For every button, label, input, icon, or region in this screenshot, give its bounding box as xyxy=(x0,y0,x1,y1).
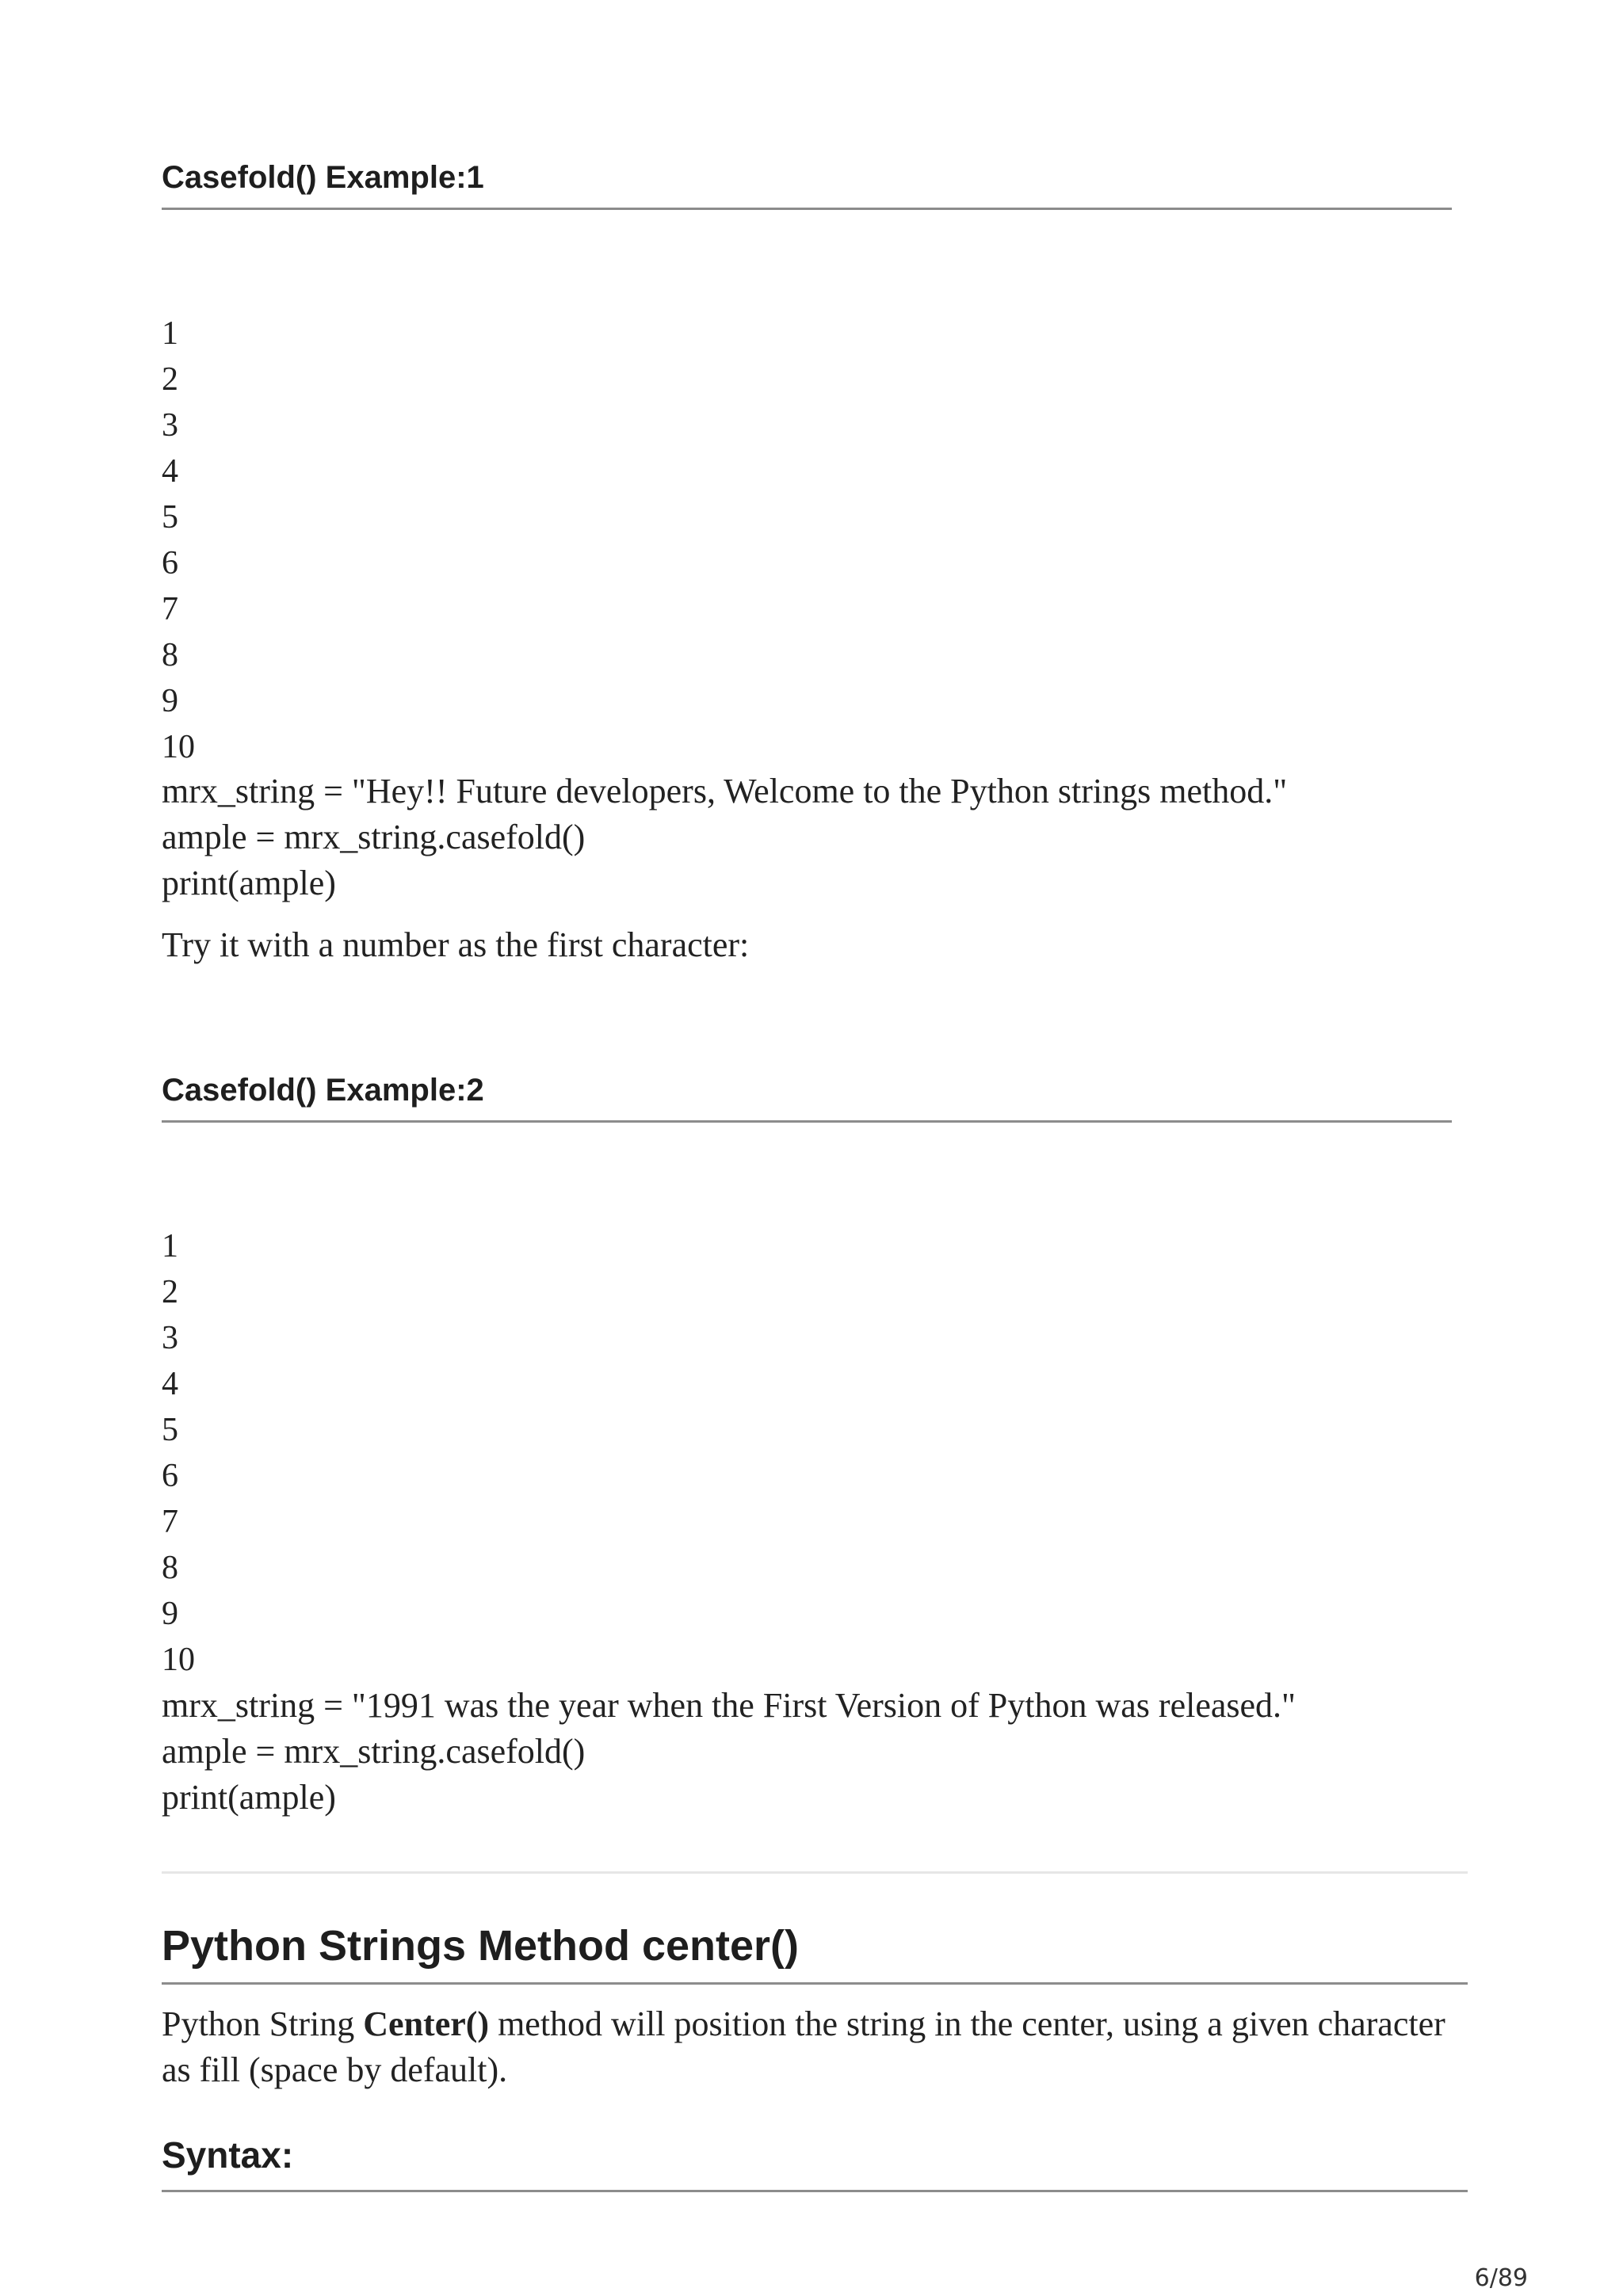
code-line: ample = mrx_string.casefold() xyxy=(162,1732,586,1771)
description-suffix: method will position the string in the center, using a given character as fill (space by default). xyxy=(162,2004,1445,2089)
example2-heading: Casefold() Example:2 xyxy=(162,1073,484,1108)
line-number: 3 xyxy=(162,407,178,444)
line-number: 7 xyxy=(162,1504,178,1540)
line-number: 3 xyxy=(162,1320,178,1356)
page-number: 6/89 xyxy=(1474,2264,1528,2292)
line-number: 4 xyxy=(162,1366,178,1402)
line-number: 2 xyxy=(162,1274,178,1310)
line-number: 5 xyxy=(162,1412,178,1448)
example1-code xyxy=(162,769,1287,906)
line-number: 10 xyxy=(162,729,195,765)
example2-heading-rule xyxy=(162,1120,1452,1123)
center-description xyxy=(162,2001,1461,2093)
code-line: mrx_string = "Hey!! Future developers, Welcome to the Python strings method." xyxy=(162,772,1288,810)
example2-code xyxy=(162,1683,1296,1821)
syntax-heading: Syntax: xyxy=(162,2134,294,2176)
example1-note: Try it with a number as the first character: xyxy=(162,925,750,964)
line-number: 1 xyxy=(162,1228,178,1264)
line-number: 1 xyxy=(162,315,178,352)
section-divider xyxy=(162,1871,1468,1874)
code-line: print(ample) xyxy=(162,1778,336,1817)
example1-line-numbers xyxy=(162,311,195,770)
line-number: 9 xyxy=(162,683,178,719)
line-number: 8 xyxy=(162,637,178,673)
line-number: 8 xyxy=(162,1550,178,1586)
line-number: 5 xyxy=(162,499,178,536)
syntax-heading-rule xyxy=(162,2190,1468,2192)
line-number: 10 xyxy=(162,1642,195,1678)
code-line: ample = mrx_string.casefold() xyxy=(162,818,586,856)
example2-line-numbers xyxy=(162,1223,195,1683)
line-number: 6 xyxy=(162,545,178,582)
code-line: print(ample) xyxy=(162,864,336,902)
line-number: 6 xyxy=(162,1458,178,1494)
description-bold-term: Center() xyxy=(363,2004,490,2043)
line-number: 4 xyxy=(162,453,178,490)
line-number: 9 xyxy=(162,1596,178,1632)
center-title-rule xyxy=(162,1982,1468,1985)
line-number: 2 xyxy=(162,361,178,398)
description-prefix: Python String xyxy=(162,2004,364,2043)
line-number: 7 xyxy=(162,591,178,627)
example1-heading: Casefold() Example:1 xyxy=(162,160,484,195)
code-line: mrx_string = "1991 was the year when the First Version of Python was released." xyxy=(162,1686,1296,1725)
center-section-title: Python Strings Method center() xyxy=(162,1922,800,1970)
example1-heading-rule xyxy=(162,208,1452,210)
